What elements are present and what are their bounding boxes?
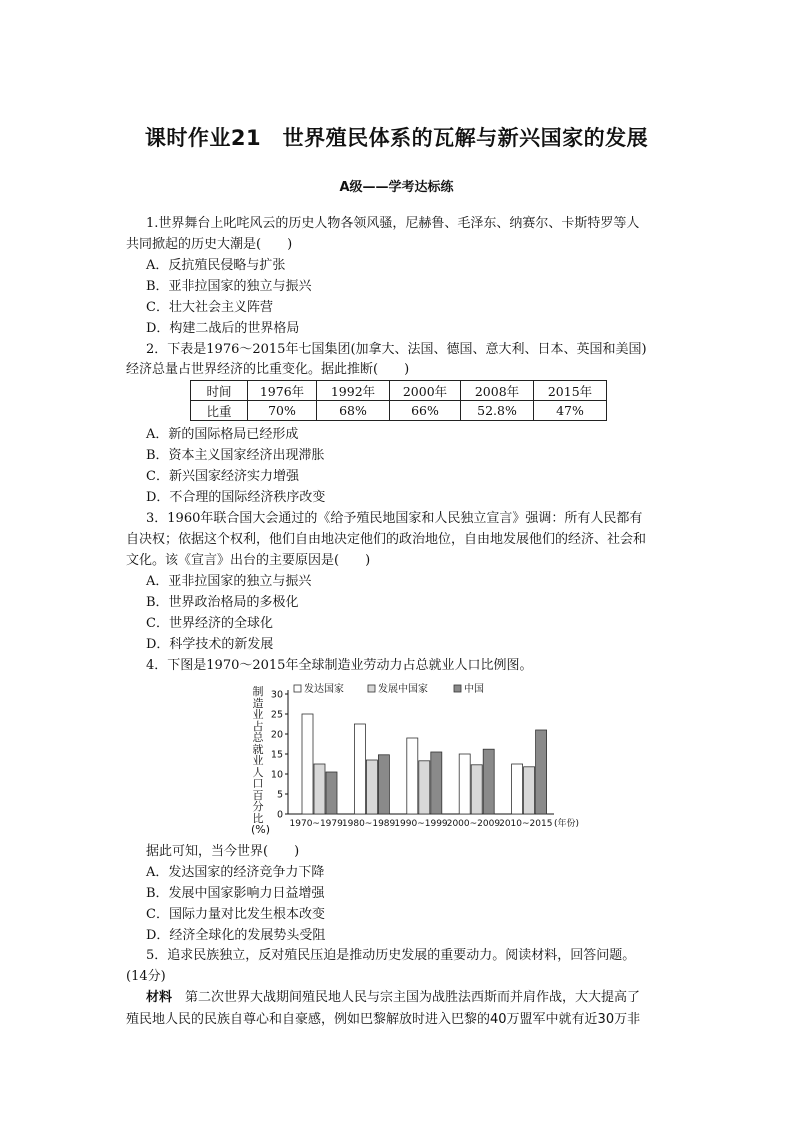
table-cell: 68% <box>317 401 390 421</box>
table-cell: 2008年 <box>461 381 534 401</box>
table-cell: 1992年 <box>317 381 390 401</box>
q3-option-b: B．世界政治格局的多极化 <box>146 595 299 610</box>
q4-option-a: A．发达国家的经济竞争力下降 <box>146 865 325 880</box>
table-row <box>191 401 607 421</box>
chart-y-axis-label: 制造业占总就业人口百分比(%) <box>251 685 271 836</box>
chart-bar <box>378 755 389 814</box>
chart-bar <box>431 752 442 814</box>
table-cell: 47% <box>534 401 607 421</box>
q4-option-c: C．国际力量对比发生根本改变 <box>146 907 325 922</box>
chart-x-tick-label: 1980~1989 <box>341 819 396 829</box>
g7-share-table <box>190 380 607 421</box>
table-cell: 52.8% <box>461 401 534 421</box>
chart-bar <box>471 765 482 814</box>
table-cell: 2000年 <box>390 381 461 401</box>
q3-stem-line-3: 文化。该《宣言》出台的主要原因是( ) <box>126 553 371 568</box>
q1-option-b: B．亚非拉国家的独立与振兴 <box>146 279 312 294</box>
q5-material-line-1 <box>146 988 640 1008</box>
chart-bar <box>459 754 470 814</box>
table-header-cell: 时间 <box>191 381 248 401</box>
q4-option-b: B．发展中国家影响力日益增强 <box>146 886 325 901</box>
chart-x-tick-label: 1970~1979 <box>289 819 343 829</box>
chart-y-tick-label: 5 <box>276 789 283 801</box>
q2-stem-line-1: 2．下表是1976～2015年七国集团(加拿大、法国、德国、意大利、日本、英国和美国) <box>146 342 647 357</box>
chart-legend-swatch <box>368 685 375 692</box>
q2-option-c: C．新兴国家经济实力增强 <box>146 469 299 484</box>
page-title: 课时作业21 世界殖民体系的瓦解与新兴国家的发展 <box>144 126 649 150</box>
manufacturing-labor-bar-chart <box>250 680 580 830</box>
chart-y-tick-label: 10 <box>270 769 283 781</box>
chart-bar <box>419 761 430 814</box>
chart-y-tick-label: 0 <box>276 809 283 821</box>
chart-x-tick-label: 1990~1999 <box>394 819 448 829</box>
q2-stem-line-2: 经济总量占世界经济的比重变化。据此推断( ) <box>126 362 410 377</box>
table-cell: 66% <box>390 401 461 421</box>
q3-option-c: C．世界经济的全球化 <box>146 616 273 631</box>
q2-option-b: B．资本主义国家经济出现滞胀 <box>146 448 325 463</box>
chart-y-tick-label: 30 <box>270 689 283 701</box>
chart-bar <box>326 772 337 814</box>
table-cell: 70% <box>248 401 317 421</box>
q3-option-a: A．亚非拉国家的独立与振兴 <box>146 574 312 589</box>
chart-legend-label: 中国 <box>464 684 484 695</box>
q1-stem-line-2: 共同掀起的历史大潮是( ) <box>126 237 293 252</box>
q5-material-line-2: 殖民地人民的民族自尊心和自豪感，例如巴黎解放时进入巴黎的40万盟军中就有近30万非 <box>126 1012 641 1027</box>
q4-after-chart: 据此可知，当今世界( ) <box>146 844 300 859</box>
chart-x-axis-label: (年份) <box>554 819 580 829</box>
chart-x-tick-label: 2010~2015 <box>499 819 553 829</box>
q5-stem-line-2: (14分) <box>126 969 166 984</box>
table-header-cell: 比重 <box>191 401 248 421</box>
chart-bar <box>536 730 547 814</box>
chart-bar <box>512 764 523 814</box>
q3-stem-line-1: 3．1960年联合国大会通过的《给予殖民地国家和人民独立宣言》强调：所有人民都有 <box>146 511 643 526</box>
chart-bar <box>407 738 418 814</box>
section-heading: A级——学考达标练 <box>339 180 454 195</box>
table-row <box>191 381 607 401</box>
q3-stem-line-2: 自决权；依据这个权利，他们自由地决定他们的政治地位，自由地发展他们的经济、社会和 <box>126 532 647 547</box>
q4-stem-line-1: 4．下图是1970～2015年全球制造业劳动力占总就业人口比例图。 <box>146 658 533 673</box>
chart-legend-label: 发达国家 <box>304 684 344 695</box>
chart-bar <box>483 749 494 814</box>
chart-legend-label: 发展中国家 <box>378 684 428 695</box>
q5-stem-line-1: 5．追求民族独立，反对殖民压迫是推动历史发展的重要动力。阅读材料，回答问题。 <box>146 948 636 963</box>
chart-legend-swatch <box>294 685 301 692</box>
chart-bar <box>366 760 377 814</box>
chart-y-tick-label: 25 <box>270 709 283 721</box>
chart-bar <box>314 764 325 814</box>
chart-bar <box>354 724 365 814</box>
q1-option-c: C．壮大社会主义阵营 <box>146 300 273 315</box>
q1-option-a: A．反抗殖民侵略与扩张 <box>146 258 286 273</box>
chart-bar <box>524 767 535 814</box>
q2-option-d: D．不合理的国际经济秩序改变 <box>146 490 326 505</box>
chart-bar <box>302 714 313 814</box>
table-cell: 2015年 <box>534 381 607 401</box>
material-text: 第二次世界大战期间殖民地人民与宗主国为战胜法西斯而并肩作战，大大提高了 <box>172 990 641 1005</box>
chart-y-tick-label: 20 <box>270 729 283 741</box>
q1-option-d: D．构建二战后的世界格局 <box>146 321 300 336</box>
chart-y-tick-label: 15 <box>270 749 283 761</box>
q1-stem-line-1: 1.世界舞台上叱咤风云的历史人物各领风骚，尼赫鲁、毛泽东、纳赛尔、卡斯特罗等人 <box>146 216 640 231</box>
q3-option-d: D．科学技术的新发展 <box>146 637 274 652</box>
q2-option-a: A．新的国际格局已经形成 <box>146 427 299 442</box>
q4-option-d: D．经济全球化的发展势头受阻 <box>146 928 326 943</box>
chart-x-tick-label: 2000~2009 <box>446 819 501 829</box>
chart-legend-swatch <box>454 685 461 692</box>
table-cell: 1976年 <box>248 381 317 401</box>
material-label: 材料 <box>146 990 173 1005</box>
